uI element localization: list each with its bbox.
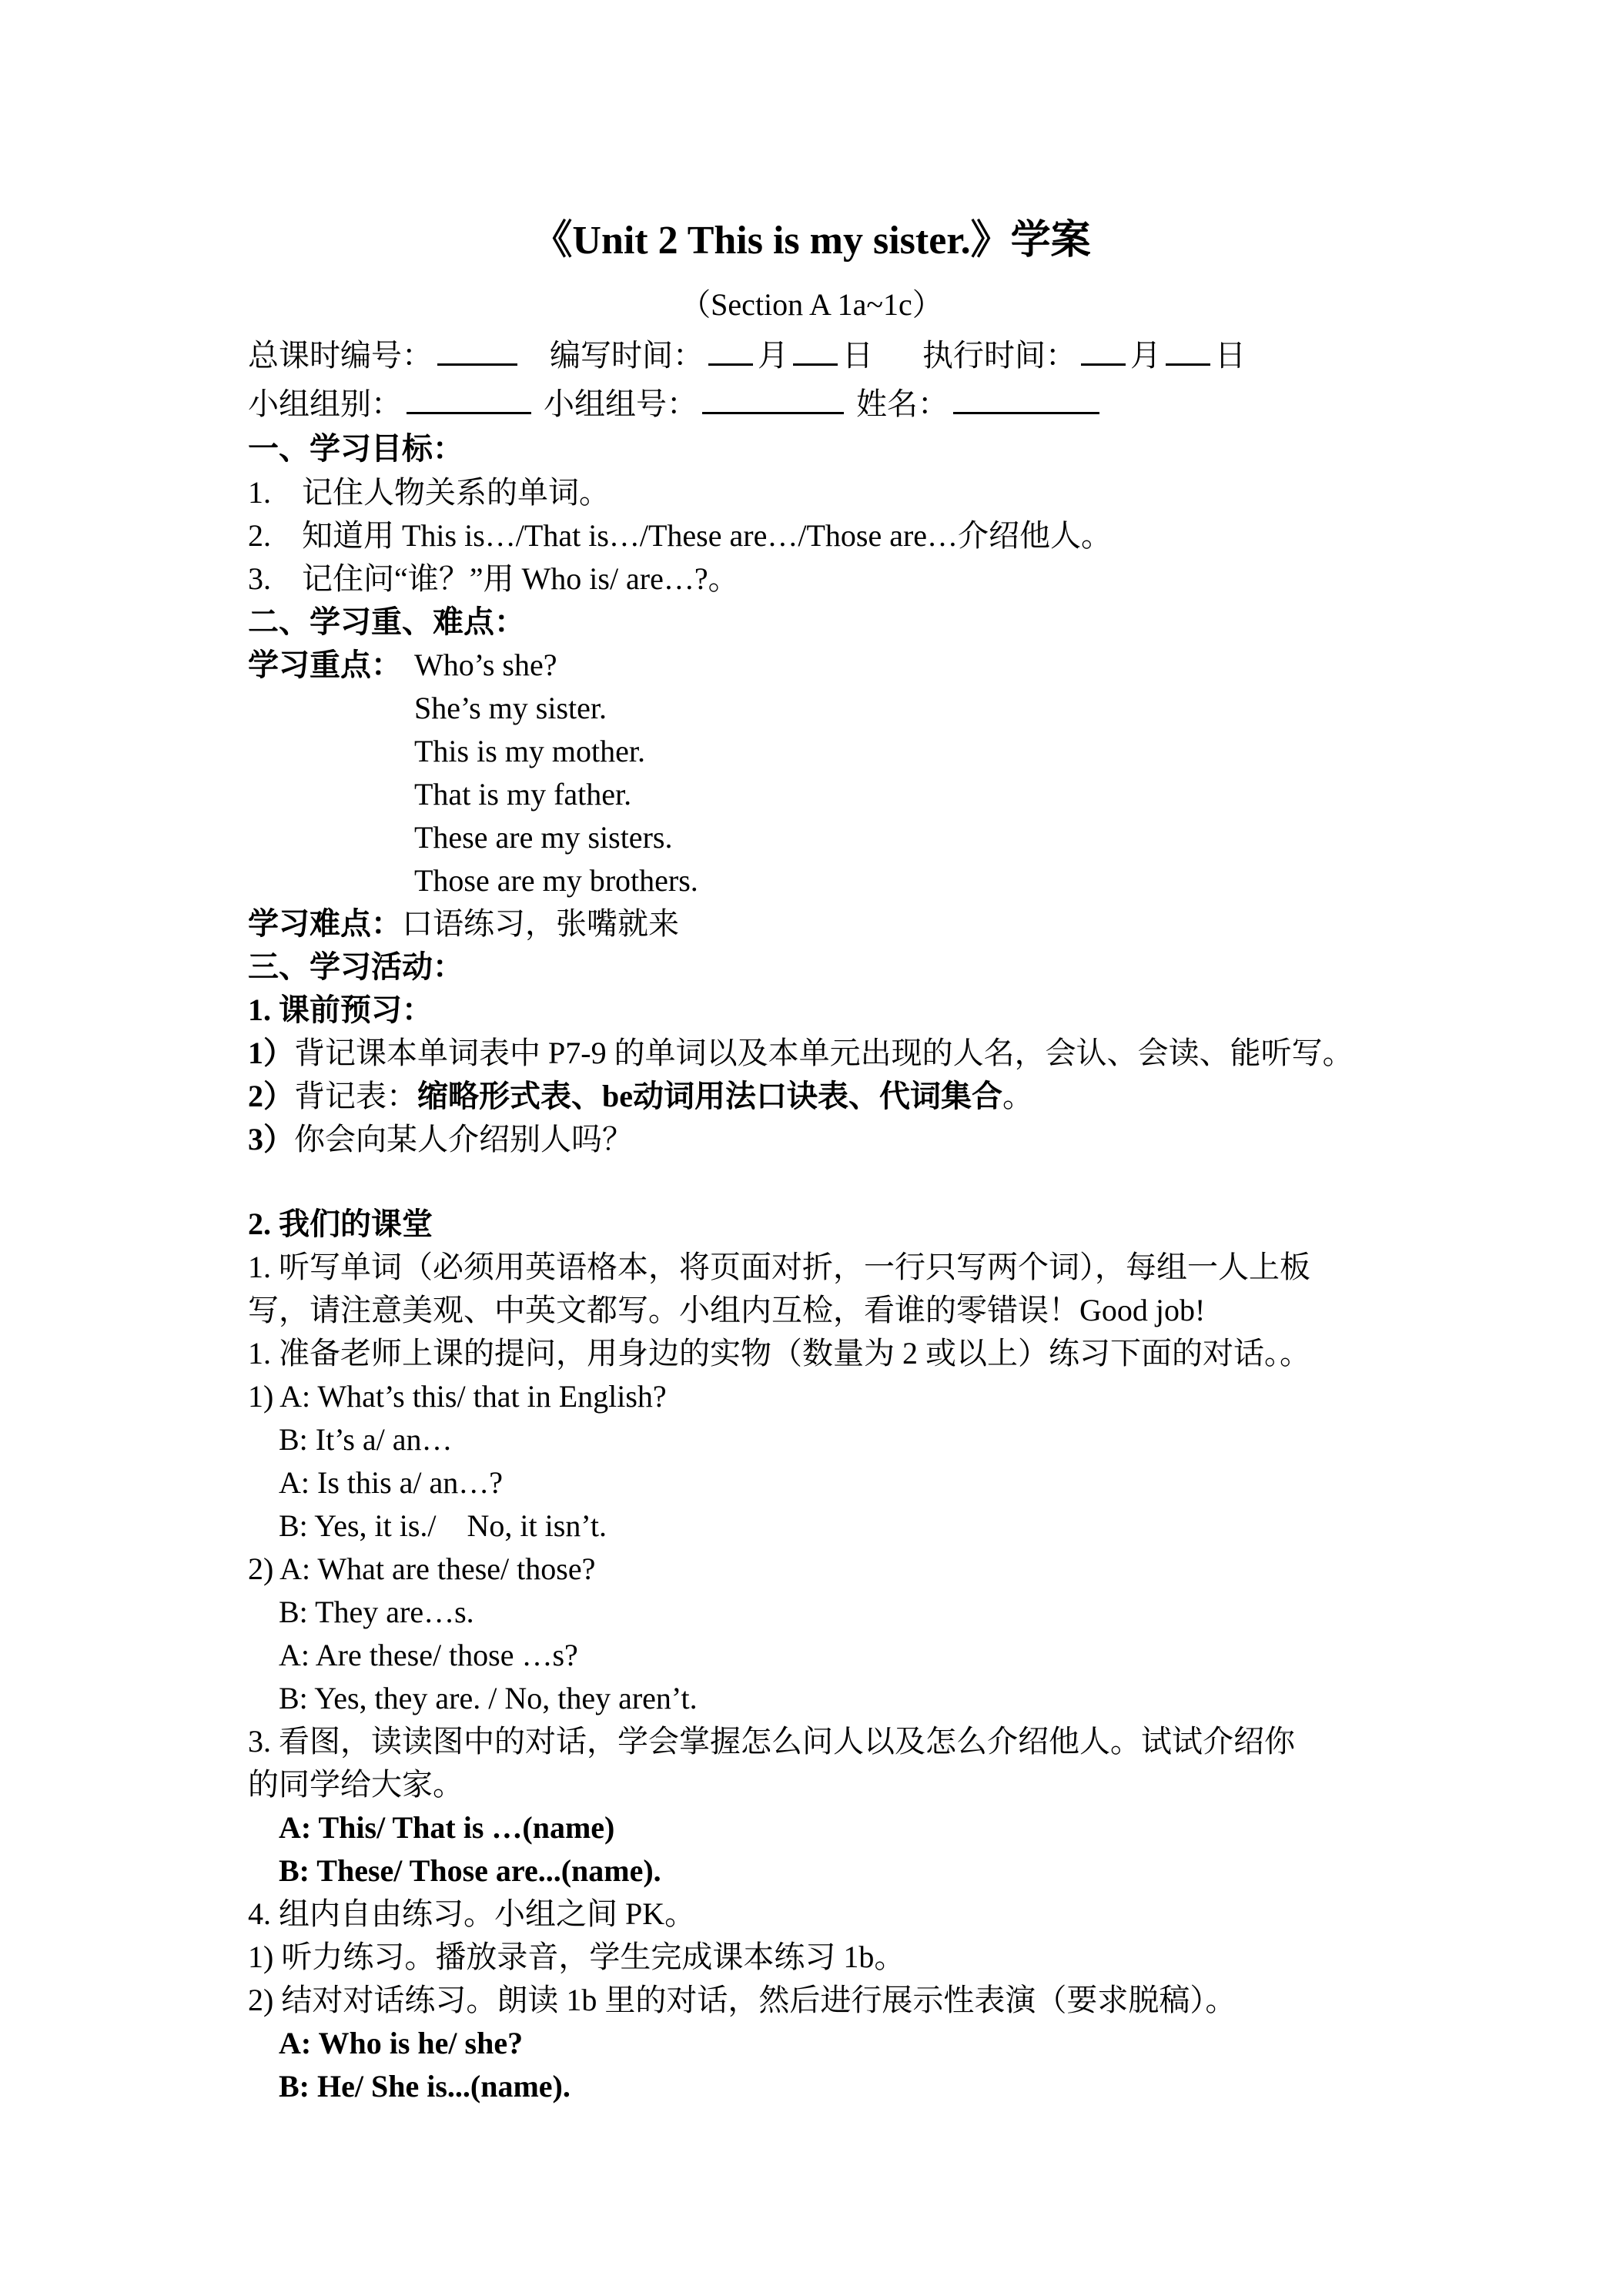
dialogue-line: 1) A: What’s this/ that in English? — [248, 1379, 667, 1414]
group-category-label: 小组组别： — [248, 387, 402, 421]
dialogue-line: B: They are…s. — [279, 1595, 474, 1629]
page-subtitle: （Section A 1a~1c） — [680, 287, 943, 322]
class-line: 的同学给大家。 — [248, 1767, 463, 1802]
preview-item-bold-text: 缩略形式表、be动词用法口诀表、代词集合 — [417, 1079, 1002, 1113]
goal-item: 1. 记住人物关系的单词。 — [248, 475, 610, 510]
preview-item-number: 1） — [248, 1036, 294, 1070]
write-day-blank — [793, 333, 838, 366]
dialogue-line: B: Yes, they are. / No, they aren’t. — [279, 1681, 698, 1715]
class-line: 1. 听写单词（必须用英语格本，将页面对折，一行只写两个词），每组一人上板 — [248, 1250, 1310, 1284]
preview-item-text: 你会向某人介绍别人吗？ — [294, 1122, 633, 1156]
write-day-label: 日 — [842, 338, 873, 373]
header-row-2 — [248, 381, 1104, 424]
total-lesson-no-blank — [437, 333, 517, 366]
exec-day-label: 日 — [1215, 338, 1246, 373]
goal-item: 3. 记住问“谁？”用 Who is/ are…?。 — [248, 561, 739, 596]
class-line: 4. 组内自由练习。小组之间 PK。 — [248, 1896, 696, 1931]
class-line: 3. 看图，读读图中的对话，学会掌握怎么问人以及怎么介绍他人。试试介绍你 — [248, 1724, 1295, 1759]
name-blank — [953, 381, 1099, 414]
focus-line: That is my father. — [414, 777, 632, 812]
pattern-line: A: Who is he/ she? — [279, 2026, 524, 2060]
write-month-label: 月 — [758, 338, 788, 373]
group-no-label: 小组组号： — [544, 387, 698, 421]
class-line: 2) 结对对话练习。朗读 1b 里的对话，然后进行展示性表演（要求脱稿）。 — [248, 1983, 1236, 2017]
header-row-1 — [248, 333, 1246, 376]
preview-item — [248, 1032, 1354, 1075]
key-points-heading: 二、学习重、难点： — [248, 604, 525, 639]
class-heading: 2. 我们的课堂 — [248, 1207, 433, 1241]
pattern-line: A: This/ That is …(name) — [279, 1810, 615, 1845]
total-lesson-no-label: 总课时编号： — [248, 338, 433, 373]
dialogue-line: A: Are these/ those …s? — [279, 1638, 578, 1672]
group-category-blank — [407, 381, 531, 414]
write-time-label: 编写时间： — [550, 338, 704, 373]
name-label: 姓名： — [856, 387, 949, 421]
dialogue-line: A: Is this a/ an…? — [279, 1465, 504, 1500]
difficulty-text: 口语练习，张嘴就来 — [402, 906, 679, 941]
focus-label: 学习重点： — [248, 648, 402, 682]
focus-line: These are my sisters. — [414, 820, 673, 855]
preview-item — [248, 1075, 1033, 1118]
pattern-line: B: These/ Those are...(name). — [279, 1853, 661, 1888]
preview-item-text: 背记课本单词表中 P7-9 的单词以及本单元出现的人名，会认、会读、能听写。 — [294, 1036, 1354, 1070]
preview-item — [248, 1118, 633, 1161]
class-line: 写，请注意美观、中英文都写。小组内互检，看谁的零错误！Good job! — [248, 1293, 1206, 1327]
exec-time-label: 执行时间： — [922, 338, 1076, 373]
dialogue-line: 2) A: What are these/ those? — [248, 1551, 596, 1586]
preview-item-text: 背记表： — [294, 1079, 417, 1113]
goal-item: 2. 知道用 This is…/That is…/These are…/Those are…介绍他人。 — [248, 518, 1113, 553]
write-month-blank — [708, 333, 753, 366]
exec-month-blank — [1081, 333, 1126, 366]
class-line: 1) 听力练习。播放录音，学生完成课本练习 1b。 — [248, 1940, 905, 1974]
preview-item-end: 。 — [1002, 1079, 1033, 1113]
preview-item-number: 2） — [248, 1079, 294, 1113]
focus-line: She’s my sister. — [414, 691, 607, 725]
exec-day-blank — [1166, 333, 1210, 366]
activities-heading: 三、学习活动： — [248, 949, 463, 984]
focus-line: Who’s she? — [414, 648, 557, 682]
page-title: 《Unit 2 This is my sister.》学案 — [532, 219, 1091, 263]
exec-month-label: 月 — [1130, 338, 1161, 373]
goals-heading: 一、学习目标： — [248, 431, 463, 466]
difficulty-label: 学习难点： — [248, 906, 402, 941]
preview-item-number: 3） — [248, 1122, 294, 1156]
difficulty-row — [248, 902, 679, 946]
focus-line: Those are my brothers. — [414, 863, 698, 898]
group-no-blank — [702, 381, 844, 414]
preview-heading: 1. 课前预习： — [248, 992, 433, 1027]
pattern-line: B: He/ She is...(name). — [279, 2069, 571, 2104]
dialogue-line: B: It’s a/ an… — [279, 1422, 453, 1457]
class-line: 1. 准备老师上课的提问，用身边的实物（数量为 2 或以上）练习下面的对话。。 — [248, 1336, 1310, 1371]
focus-line: This is my mother. — [414, 734, 645, 768]
dialogue-line: B: Yes, it is./ No, it isn’t. — [279, 1508, 607, 1543]
